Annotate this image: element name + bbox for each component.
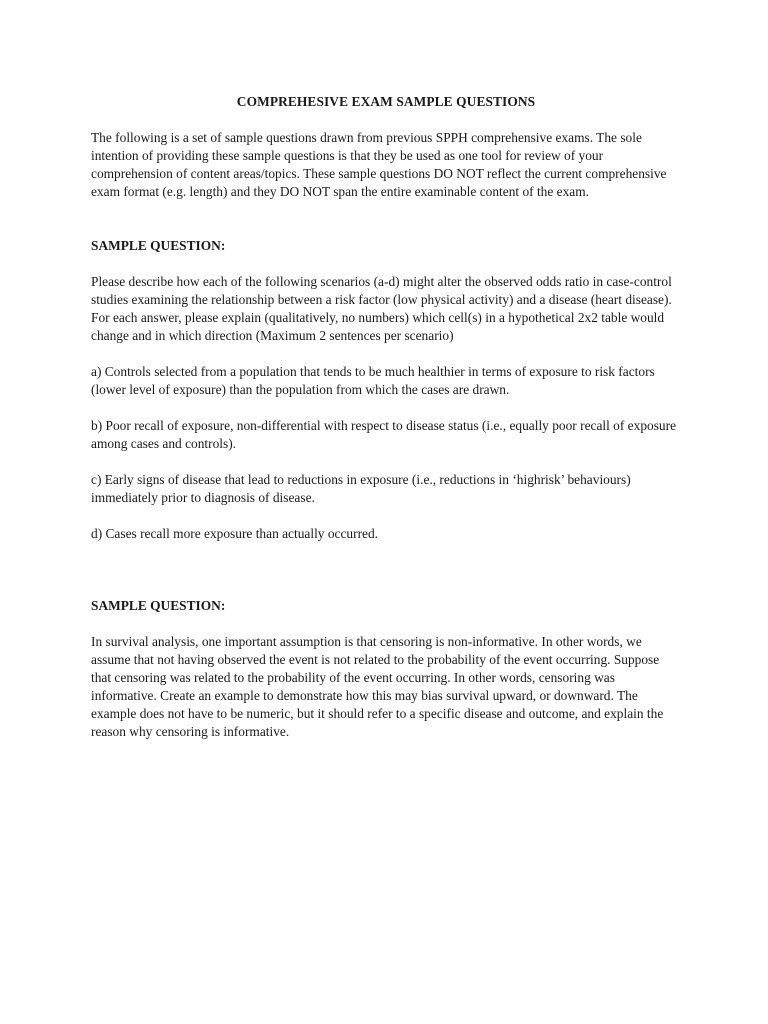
question-1-heading: SAMPLE QUESTION:	[91, 238, 226, 253]
question-2-prompt: In survival analysis, one important assumption is that censoring is non-informative. In other words, we assume that not having observed the event is not related to the probability of the event occurring. Suppose that censoring was related to the probability of the event occurring. In other words, censoring was informative. Create an example to demonstrate how this may bias survival upward, or downward. The example does not have to be numeric, but it should refer to a specific disease and outcome, and explain the reason why censoring is informative.	[91, 634, 664, 739]
spacer	[91, 345, 681, 363]
question-1-prompt: Please describe how each of the following scenarios (a-d) might alter the observed odds ratio in case-control studies examining the relationship between a risk factor (low physical activity) and a disease (heart disease). For each answer, please explain (qualitatively, no numbers) which cell(s) in a hypothetical 2x2 table would change and in which direction (Maximum 2 sentences per scenario)	[91, 274, 672, 343]
spacer	[91, 615, 681, 633]
document-title: COMPREHESIVE EXAM SAMPLE QUESTIONS	[236, 94, 536, 109]
document-body	[91, 93, 681, 741]
spacer	[91, 507, 681, 525]
spacer	[91, 399, 681, 417]
question-1-item-b: b) Poor recall of exposure, non-differential with respect to disease status (i.e., equally poor recall of exposure among cases and controls).	[91, 418, 677, 451]
spacer	[91, 255, 681, 273]
spacer	[91, 201, 681, 237]
question-2-heading: SAMPLE QUESTION:	[91, 598, 226, 613]
spacer	[91, 453, 681, 471]
question-1-item-d: d) Cases recall more exposure than actually occurred.	[91, 526, 379, 541]
question-1-item-c: c) Early signs of disease that lead to reductions in exposure (i.e., reductions in ‘highrisk’ behaviours) immediately prior to diagnosis of disease.	[91, 472, 631, 505]
spacer	[91, 543, 681, 579]
question-1-item-a: a) Controls selected from a population that tends to be much healthier in terms of exposure to risk factors (lower level of exposure) than the population from which the cases are drawn.	[91, 364, 655, 397]
intro-paragraph: The following is a set of sample questions drawn from previous SPPH comprehensive exams. The sole intention of providing these sample questions is that they be used as one tool for review of your comprehension of content areas/topics. These sample questions DO NOT reflect the current comprehensive exam format (e.g. length) and they DO NOT span the entire examinable content of the exam.	[91, 130, 667, 199]
spacer	[91, 579, 681, 597]
